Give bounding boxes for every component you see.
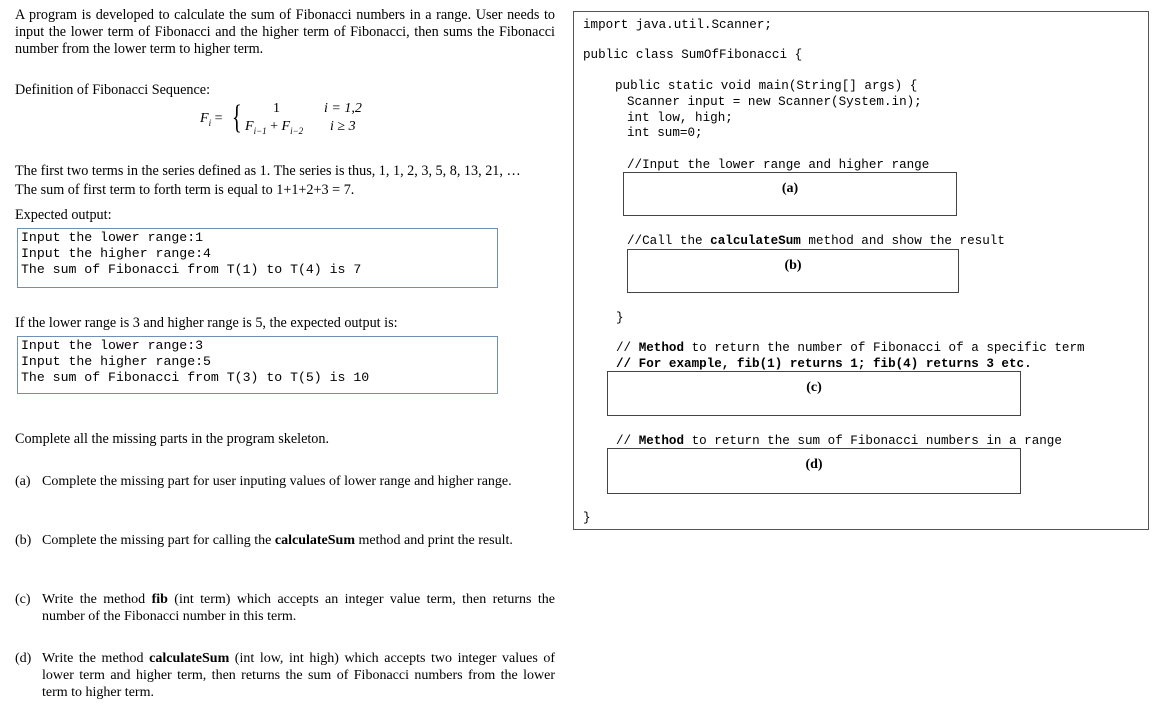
- code-sum-line: int sum=0;: [627, 126, 703, 140]
- task-b-label: (b): [15, 533, 32, 548]
- code-main-declaration: public static void main(String[] args) {: [615, 79, 918, 93]
- answer-box-c[interactable]: [607, 371, 1021, 416]
- expected-output-label: Expected output:: [15, 207, 112, 223]
- example1-line: The sum of Fibonacci from T(1) to T(4) is 7: [21, 262, 362, 277]
- task-d-label: (d): [15, 651, 32, 666]
- definition-heading: Definition of Fibonacci Sequence:: [15, 82, 211, 98]
- code-int-line: int low, high;: [627, 111, 733, 125]
- task-a-text: Complete the missing part for user inputing values of lower range and higher range.: [42, 474, 512, 489]
- answer-box-b-label: (b): [784, 258, 802, 273]
- answer-box-d-label: (d): [805, 457, 823, 472]
- task-a: [15, 473, 560, 493]
- formula-case2-value: $F_{i-1} + F_{i-2}$: [245, 119, 304, 136]
- code-import: import java.util.Scanner;: [583, 18, 772, 32]
- example2-output-box: [17, 336, 498, 394]
- intro-paragraph: A program is developed to calculate the sum of Fibonacci numbers in a range. User needs to input the lower term of Fibonacci and the higher term of Fibonacci, then sums the Fibonacci number from the lower term to higher term.: [15, 7, 555, 57]
- task-b: [15, 532, 560, 572]
- formula-case1-condition: i = 1,2: [324, 101, 362, 116]
- answer-box-a-label: (a): [781, 181, 799, 196]
- code-comment-fib: // Method to return the number of Fibonacci of a specific term: [616, 341, 1085, 355]
- formula-brace: {: [232, 99, 242, 136]
- sum-text: The sum of first term to forth term is equal to 1+1+2+3 = 7.: [15, 182, 355, 198]
- code-scanner-line: Scanner input = new Scanner(System.in);: [627, 95, 922, 109]
- code-class-declaration: public class SumOfFibonacci {: [583, 48, 803, 62]
- task-d-text: Write the method calculateSum (int low, int high) which accepts two integer values of lower term and higher term, then returns the sum of Fibonacci numbers from the lower term to higher term.: [42, 651, 555, 700]
- example1-line: Input the lower range:1: [21, 230, 204, 245]
- code-class-close: }: [583, 511, 591, 525]
- example2-line: Input the higher range:5: [21, 354, 211, 369]
- example1-line: Input the higher range:4: [21, 246, 211, 261]
- task-b-text: Complete the missing part for calling the calculateSum method and print the result.: [42, 533, 513, 548]
- answer-box-d[interactable]: [607, 448, 1021, 494]
- formula-lhs: $F_i$ =: [200, 111, 223, 128]
- complete-text: Complete all the missing parts in the program skeleton.: [15, 431, 330, 447]
- code-comment-call: //Call the calculateSum method and show the result: [627, 234, 1005, 248]
- example2-line: Input the lower range:3: [21, 338, 204, 353]
- task-c: [15, 591, 560, 631]
- code-comment-input: //Input the lower range and higher range: [627, 158, 930, 172]
- code-comment-sum: // Method to return the sum of Fibonacci numbers in a range: [616, 434, 1062, 448]
- code-main-close: }: [616, 311, 624, 325]
- example2-line: The sum of Fibonacci from T(3) to T(5) is 10: [21, 370, 370, 385]
- formula-case2-condition: i ≥ 3: [330, 119, 356, 134]
- task-c-text: Write the method fib (int term) which accepts an integer value term, then returns the number of the Fibonacci number in this term.: [42, 592, 555, 624]
- task-d: [15, 650, 560, 710]
- example2-intro: If the lower range is 3 and higher range is 5, the expected output is:: [15, 315, 398, 331]
- answer-box-b[interactable]: [627, 249, 959, 293]
- fibonacci-formula: [200, 100, 400, 140]
- answer-box-c-label: (c): [806, 380, 822, 395]
- formula-case1-value: 1: [273, 101, 280, 116]
- series-text: The first two terms in the series defined as 1. The series is thus, 1, 1, 2, 3, 5, 8, 13, 21, …: [15, 163, 521, 179]
- example1-output-box: [17, 228, 498, 288]
- task-a-label: (a): [15, 474, 31, 489]
- task-c-label: (c): [15, 592, 31, 607]
- answer-box-a[interactable]: [623, 172, 957, 216]
- code-comment-fib-example: // For example, fib(1) returns 1; fib(4) returns 3 etc.: [616, 357, 1032, 371]
